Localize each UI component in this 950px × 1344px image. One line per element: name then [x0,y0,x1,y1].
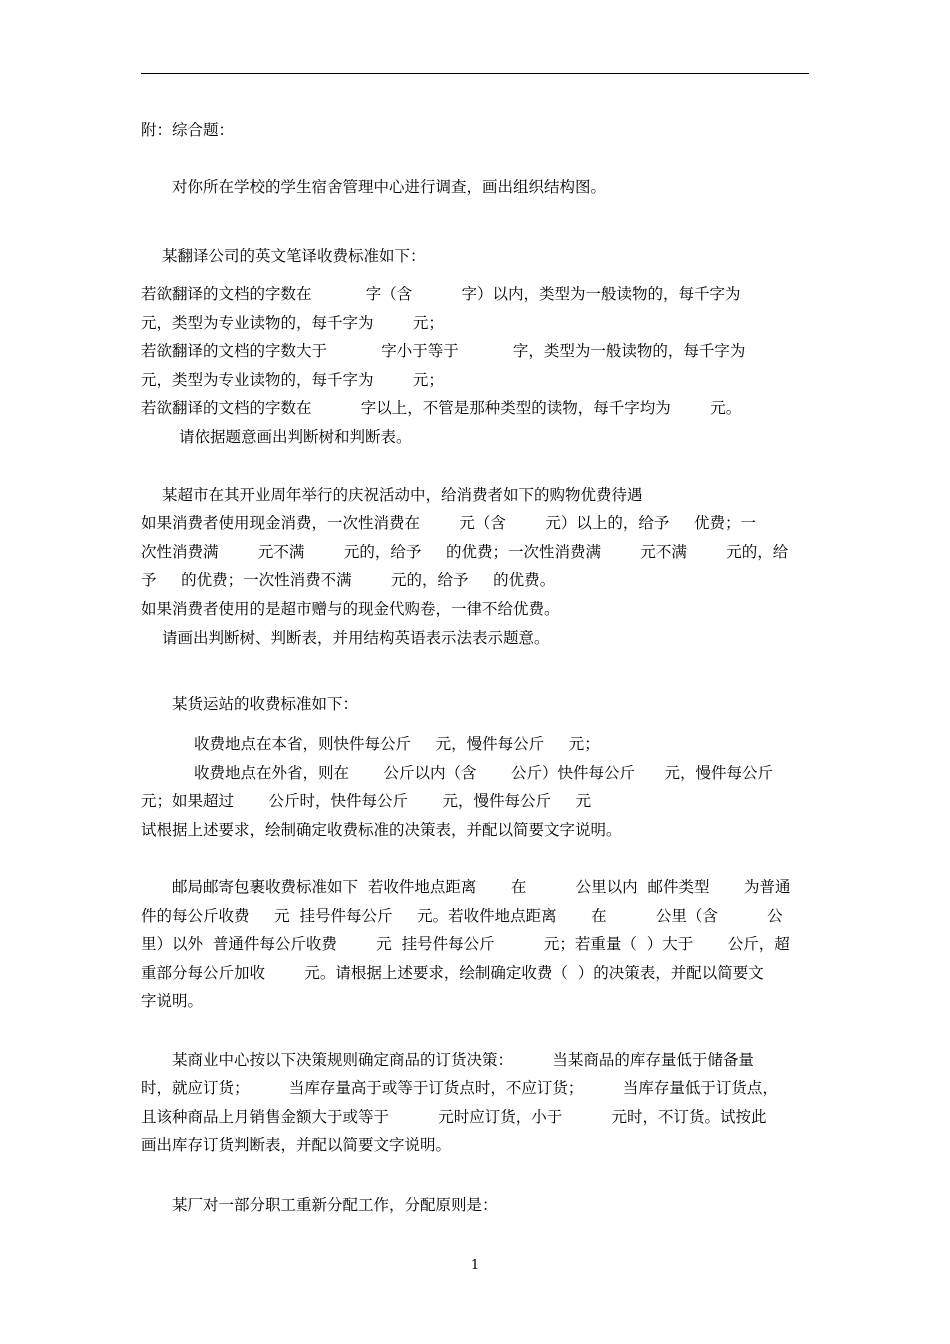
question-3-line-4: 如果消费者使用的是超市赠与的现金代购卷，一律不给优费。 [141,600,560,618]
question-2-intro: 某翻译公司的英文笔译收费标准如下： [162,247,426,265]
question-2-line-6: 请依据题意画出判断树和判断表。 [179,428,412,446]
question-3-line-1: 如果消费者使用现金消费，一次性消费在 元（含 元）以上的，给予 优费；一 [141,514,756,532]
question-4-intro: 某货运站的收费标准如下： [172,695,359,713]
question-6-line-4: 画出库存订货判断表，并配以简要文字说明。 [141,1136,452,1154]
question-3-line-2: 次性消费满 元不满 元的，给予 的优费；一次性消费满 元不满 元的，给 [141,543,789,561]
question-5-line-2: 件的每公斤收费 元 挂号件每公斤 元。若收件地点距离 在 公里（含 公 [141,907,783,925]
question-5-line-1: 邮局邮寄包裹收费标准如下 若收件地点距离 在 公里以内 邮件类型 为普通 [172,878,791,896]
question-3-line-3: 予 的优费；一次性消费不满 元的，给予 的优费。 [141,571,556,589]
question-3-intro: 某超市在其开业周年举行的庆祝活动中，给消费者如下的购物优费待遇 [162,486,643,504]
question-1: 对你所在学校的学生宿舍管理中心进行调查，画出组织结构图。 [172,178,607,196]
header-rule [141,73,809,74]
page-number: 1 [470,1258,480,1273]
question-5-line-3: 里）以外 普通件每公斤收费 元 挂号件每公斤 元；若重量（ ）大于 公斤，超 [141,935,790,953]
question-2-line-2: 元，类型为专业读物的，每千字为 元； [141,314,444,332]
question-6-line-1: 某商业中心按以下决策规则确定商品的订货决策： 当某商品的库存量低于储备量 [172,1051,754,1069]
question-2-line-4: 元，类型为专业读物的，每千字为 元； [141,371,444,389]
question-2-line-3: 若欲翻译的文档的字数大于 字小于等于 字，类型为一般读物的，每千字为 [141,342,746,360]
question-6-line-2: 时，就应订货； 当库存量高于或等于订货点时，不应订货； 当库存量低于订货点， [141,1079,778,1097]
question-4-line-3: 元；如果超过 公斤时，快件每公斤 元，慢件每公斤 元 [141,792,592,810]
question-3-line-5: 请画出判断树、判断表，并用结构英语表示法表示题意。 [162,629,550,647]
question-2-line-5: 若欲翻译的文档的字数在 字以上，不管是那种类型的读物，每千字均为 元。 [141,399,742,417]
question-6-line-3: 且该种商品上月销售金额大于或等于 元时应订货，小于 元时，不订货。试按此 [141,1108,767,1126]
question-5-line-5: 字说明。 [141,992,204,1010]
appendix-title: 附：综合题： [141,121,235,139]
question-5-line-4: 重部分每公斤加收 元。请根据上述要求，绘制确定收费（ ）的决策表，并配以简要文 [141,964,764,982]
question-4-line-2: 收费地点在外省，则在 公斤以内（含 公斤）快件每公斤 元，慢件每公斤 [194,764,774,782]
question-7-intro: 某厂对一部分职工重新分配工作，分配原则是： [172,1196,498,1214]
question-2-line-1: 若欲翻译的文档的字数在 字（含 字）以内，类型为一般读物的，每千字为 [141,285,741,303]
question-4-line-4: 试根据上述要求，绘制确定收费标准的决策表，并配以简要文字说明。 [141,821,622,839]
question-4-line-1: 收费地点在本省，则快件每公斤 元，慢件每公斤 元； [194,735,600,753]
